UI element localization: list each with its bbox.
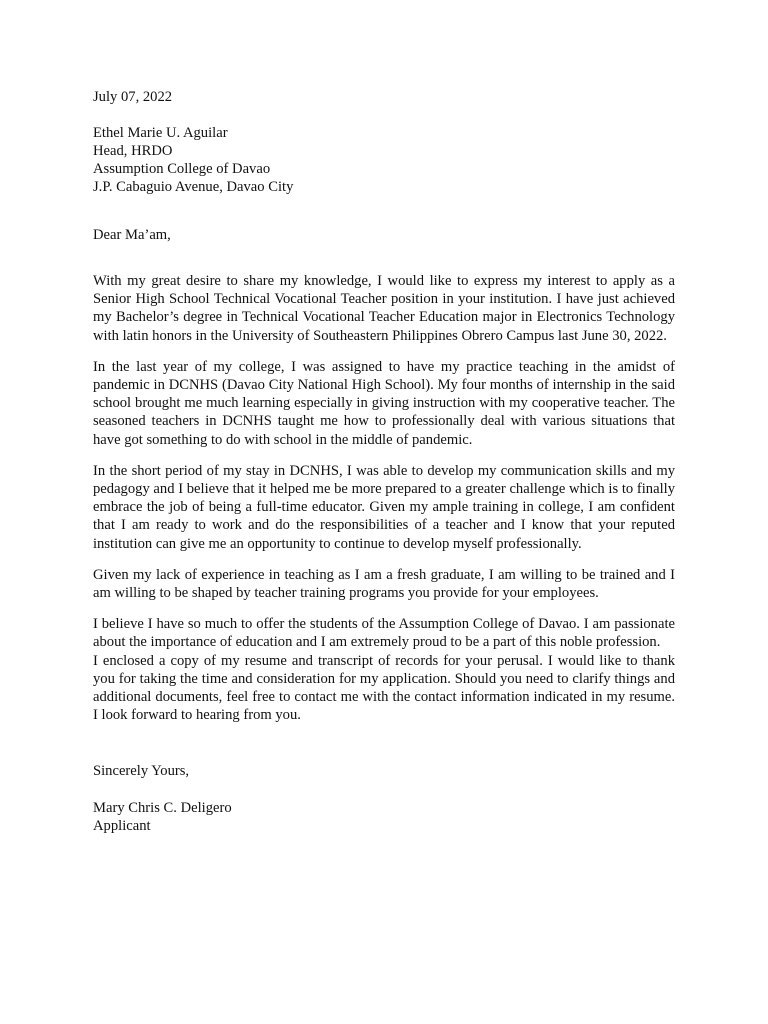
recipient-address: J.P. Cabaguio Avenue, Davao City <box>93 179 294 195</box>
body-paragraph-4: Given my lack of experience in teaching as I am a fresh graduate, I am willing to be trained and I am willing to be shaped by teacher training programs you provide for your employees. <box>93 566 675 602</box>
signature-name: Mary Chris C. Deligero <box>93 800 232 817</box>
body-paragraph-5: I believe I have so much to offer the students of the Assumption College of Davao. I am passionate about the importance of education and I am extremely proud to be a part of this noble profession. <box>93 616 675 651</box>
recipient-name: Ethel Marie U. Aguilar <box>93 125 228 141</box>
salutation: Dear Ma’am, <box>93 227 171 243</box>
recipient-block <box>93 124 675 196</box>
body-paragraph-1: With my great desire to share my knowledge, I would like to express my interest to apply as a Senior High School Technical Vocational Teacher position in your institution. I have just achieved my Bachelor’s degree in Technical Vocational Teacher Education major in Electronics Technology with latin honors in the University of Southeastern Philippines Obrero Campus last June 30, 2022. <box>93 273 675 344</box>
body-paragraph-2: In the last year of my college, I was assigned to have my practice teaching in the amidst of pandemic in DCNHS (Davao City National High School). My four months of internship in the said school brought me much learning especially in giving instruction with my cooperative teacher. The seasoned teachers in DCNHS taught me how to professionally deal with various situations that have got something to do with school in the middle of pandemic. <box>93 358 675 448</box>
recipient-organization: Assumption College of Davao <box>93 161 271 177</box>
recipient-title: Head, HRDO <box>93 143 173 159</box>
signature-role: Applicant <box>93 818 151 835</box>
closing: Sincerely Yours, <box>93 763 190 780</box>
body-paragraph-3: In the short period of my stay in DCNHS, I was able to develop my communication skills and my pedagogy and I believe that it helped me be more prepared to a greater challenge which is to finally embrace the job of being a full-time educator. Given my ample training in college, I am confident that I am ready to work and do the responsibilities of a teacher and I know that your reputed institution can give me an opportunity to continue to develop myself professionally. <box>93 462 675 552</box>
body-paragraph-6: I enclosed a copy of my resume and transcript of records for your perusal. I would like to thank you for taking the time and consideration for my application. Should you need to clarify things and additional documents, feel free to contact me with the contact information indicated in my resume. I look forward to hearing from you. <box>93 652 675 724</box>
cover-letter <box>93 88 675 835</box>
signature-block <box>93 799 675 835</box>
letter-date: July 07, 2022 <box>93 89 173 105</box>
